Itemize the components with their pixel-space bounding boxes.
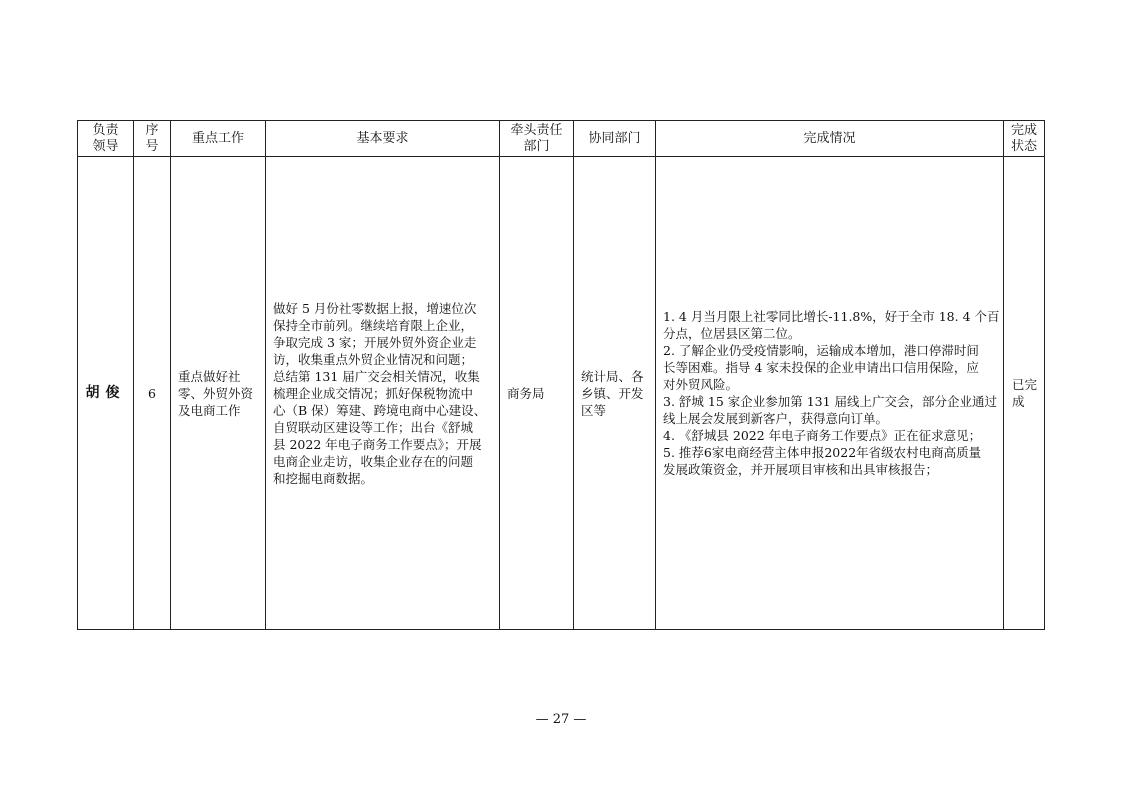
cell-leader: 胡俊 [78,157,134,630]
table-header-row [78,121,1045,157]
cell-task: 重点做好社 零、外贸外资 及电商工作 [171,157,266,630]
cell-coop-dept: 统计局、各 乡镇、开发 区等 [574,157,656,630]
cell-requirement: 做好 5 月份社零数据上报，增速位次 保持全市前列。继续培育限上企业， 争取完成 3 家；开展外贸外资企业走 访，收集重点外贸企业情况和问题； 总结第 131 届广交会相关情况，收集 梳理企业成交情况；抓好保税物流中 心（B 保）筹建、跨境电商中心建设、 自贸联动区建设等工作；出台《舒城 县 2022 年电子商务工作要点》；开展 电商企业走访，收集企业存在的问题 和挖掘电商数据。 [266,157,500,630]
header-seq: 序号 [134,121,171,157]
table-row [78,157,1045,630]
work-progress-table [77,120,1045,630]
cell-status: 已完 成 [1004,157,1045,630]
header-coop-dept: 协同部门 [574,121,656,157]
header-status: 完成状态 [1004,121,1045,157]
header-requirement: 基本要求 [266,121,500,157]
header-task: 重点工作 [171,121,266,157]
header-leader: 负责领导 [78,121,134,157]
cell-seq: 6 [134,157,171,630]
cell-lead-dept: 商务局 [500,157,574,630]
cell-progress: 1. 4 月当月限上社零同比增长-11.8%，好于全市 18. 4 个百 分点，位居县区第二位。 2. 了解企业仍受疫情影响，运输成本增加，港口停滞时间 长等困难。指导 4 家未投保的企业申请出口信用保险，应 对外贸风险。 3. 舒城 15 家企业参加第 131 届线上广交会，部分企业通过 线上展会发展到新客户，获得意向订单。 4. 《舒城县 2022 年电子商务工作要点》正在征求意见； 5. 推荐6家电商经营主体申报2022年省级农村电商高质量 发展政策资金，并开展项目审核和出具审核报告； [656,157,1004,630]
page-number: — 27 — [535,712,587,727]
header-progress: 完成情况 [656,121,1004,157]
header-lead-dept: 牵头责任部门 [500,121,574,157]
